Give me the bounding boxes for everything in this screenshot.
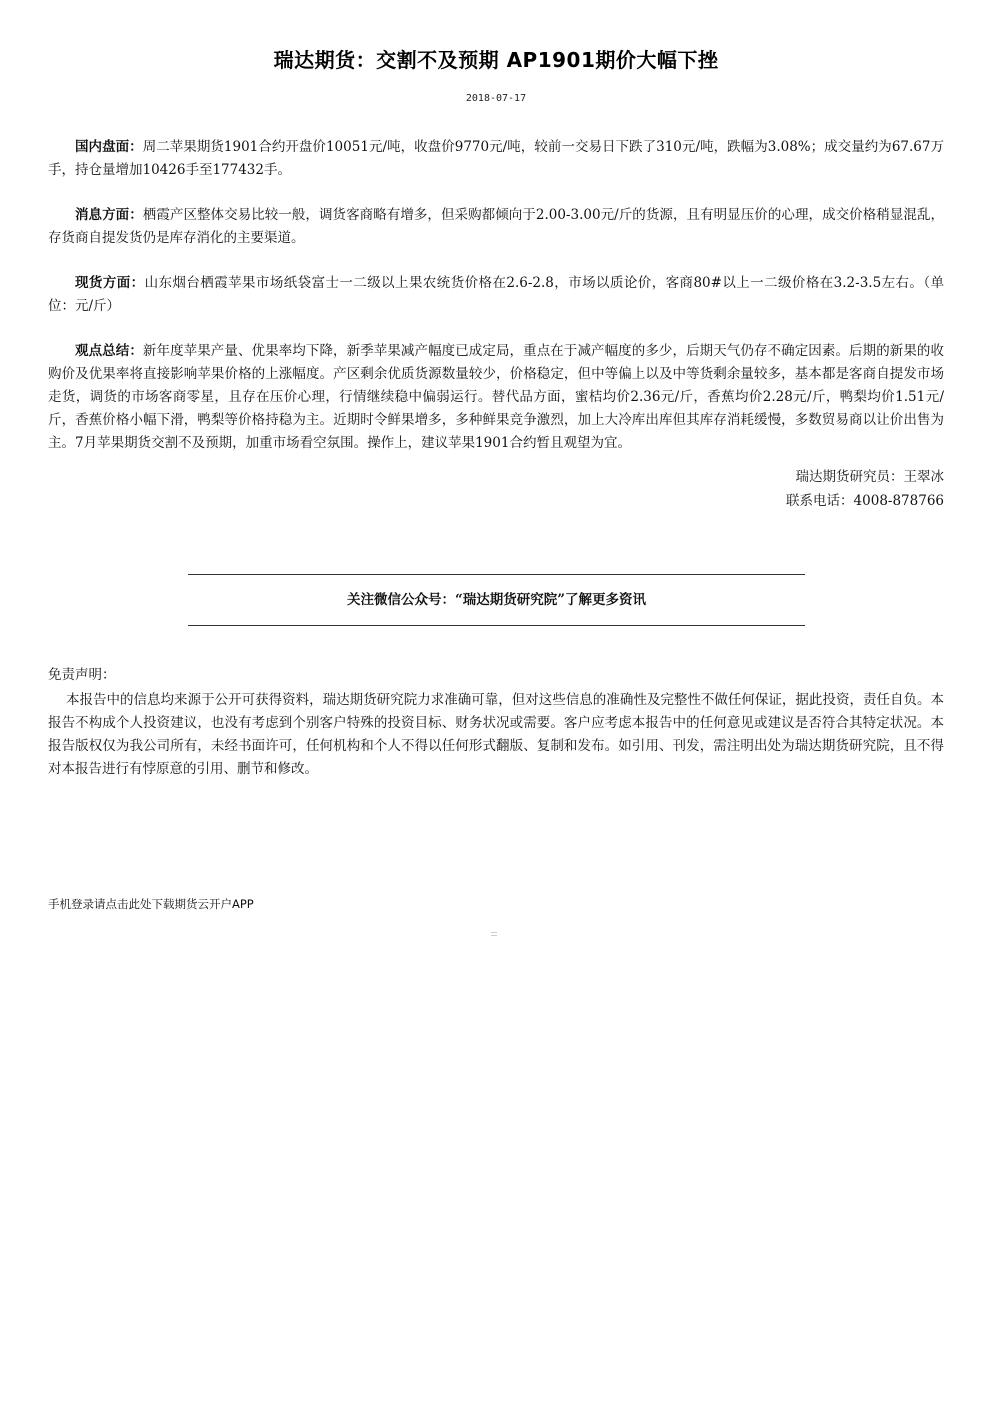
section-news — [48, 204, 944, 250]
disclaimer-text: 本报告中的信息均来源于公开可获得资料，瑞达期货研究院力求准确可靠，但对这些信息的准确性及完整性不做任何保证，据此投资，责任自负。本报告不构成个人投资建议，也没有考虑到个别客户特殊的投资目标、财务状况或需要。客户应考虑本报告中的任何意见或建议是否符合其特定状况。本报告版权仅为我公司所有，未经书面许可，任何机构和个人不得以任何形式翻版、复制和发布。如引用、刊发，需注明出处为瑞达期货研究院，且不得对本报告进行有悖原意的引用、删节和修改。 — [48, 692, 944, 777]
section-label: 观点总结： — [75, 343, 143, 359]
wechat-notice-block — [188, 574, 805, 626]
section-text: 山东烟台栖霞苹果市场纸袋富士一二级以上果农统货价格在2.6-2.8，市场以质论价，客商80#以上一二级价格在3.2-3.5左右。（单位：元/斤） — [48, 275, 944, 314]
signature-block — [48, 465, 944, 513]
bottom-divider — [188, 625, 805, 626]
section-spot-market — [48, 272, 944, 318]
section-text: 周二苹果期货1901合约开盘价10051元/吨，收盘价9770元/吨，较前一交易日下跌了310元/吨，跌幅为3.08%；成交量约为67.67万手，持仓量增加10426手至177432手。 — [48, 139, 945, 178]
wechat-notice: 关注微信公众号：“瑞达期货研究院”了解更多资讯 — [346, 592, 647, 608]
top-divider — [188, 574, 805, 575]
disclaimer-block — [48, 664, 944, 781]
report-date: 2018-07-17 — [465, 93, 527, 104]
report-body — [48, 136, 944, 513]
download-app-link[interactable]: 手机登录请点击此处下载期货云开户APP — [48, 897, 254, 911]
page-marker — [491, 932, 497, 938]
report-title: 瑞达期货：交割不及预期 AP1901期价大幅下挫 — [273, 48, 719, 72]
disclaimer-heading: 免责声明： — [48, 667, 116, 683]
section-domestic-market — [48, 136, 944, 182]
section-text: 新年度苹果产量、优果率均下降，新季苹果减产幅度已成定局，重点在于减产幅度的多少，后期天气仍存不确定因素。后期的新果的收购价及优果率将直接影响苹果价格的上涨幅度。产区剩余优质货源数量较少，价格稳定，但中等偏上以及中等货剩余量较多，基本都是客商自提发市场走货，调货的市场客商零星，且存在压价心理，行情继续稳中偏弱运行。替代品方面，蜜桔均价2.36元/斤，香蕉均价2.28元/斤，鸭梨均价1.51元/斤，香蕉价格小幅下滑，鸭梨等价格持稳为主。近期时令鲜果增多，多种鲜果竞争激烈，加上大冷库出库但其库存消耗缓慢，多数贸易商以让价出售为主。7月苹果期货交割不及预期，加重市场看空氛围。操作上，建议苹果1901合约暂且观望为宜。 — [48, 343, 945, 451]
section-label: 消息方面： — [75, 207, 143, 223]
section-text: 栖霞产区整体交易比较一般，调货客商略有增多，但采购都倾向于2.00-3.00元/斤的货源，且有明显压价的心理，成交价格稍显混乱，存货商自提发货仍是库存消化的主要渠道。 — [48, 207, 945, 246]
researcher-name: 瑞达期货研究员：王翠冰 — [795, 469, 944, 485]
section-label: 现货方面： — [75, 275, 145, 291]
section-summary — [48, 340, 944, 455]
section-label: 国内盘面： — [75, 139, 143, 155]
contact-phone: 联系电话：4008-878766 — [786, 493, 944, 509]
